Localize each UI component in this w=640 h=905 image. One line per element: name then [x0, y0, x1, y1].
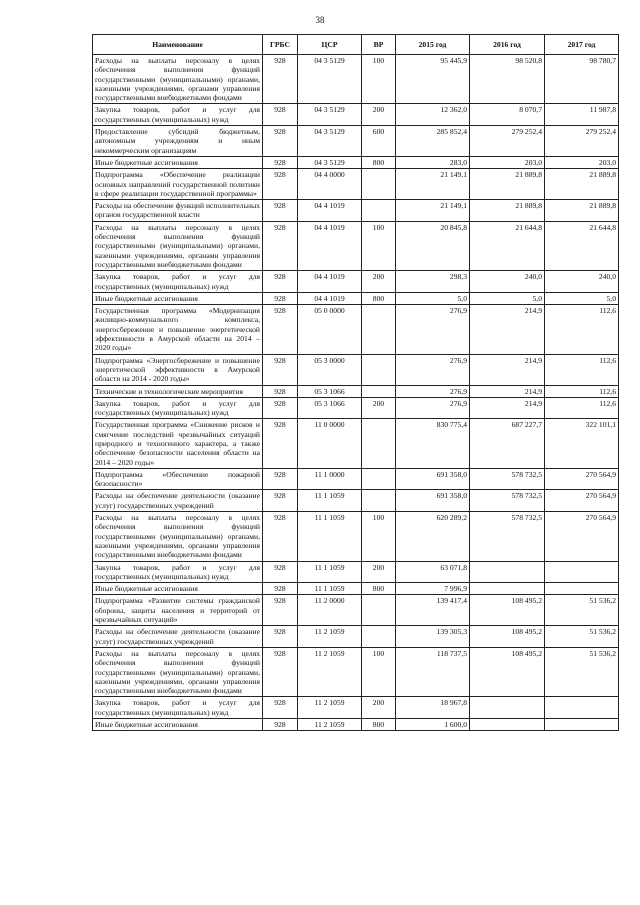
header-csr: ЦСР: [298, 35, 362, 55]
row-2016: 214,9: [470, 397, 545, 419]
table-row: [93, 305, 619, 354]
header-2017: 2017 год: [545, 35, 619, 55]
row-vr: 800: [362, 156, 396, 168]
row-2015: 283,0: [396, 156, 470, 168]
row-2016: 578 732,5: [470, 490, 545, 512]
row-csr: 04 3 5129: [298, 104, 362, 126]
row-vr: 200: [362, 561, 396, 583]
row-2017: [545, 719, 619, 731]
row-csr: 04 4 0000: [298, 169, 362, 200]
row-csr: 05 3 1066: [298, 385, 362, 397]
row-vr: [362, 595, 396, 626]
row-2017: 322 101,1: [545, 419, 619, 468]
row-vr: 100: [362, 647, 396, 696]
row-2017: [545, 561, 619, 583]
row-name: Иные бюджетные ассигнования: [93, 156, 263, 168]
table-row: [93, 397, 619, 419]
row-csr: 04 3 5129: [298, 126, 362, 157]
row-csr: 11 1 1059: [298, 490, 362, 512]
row-csr: 11 1 1059: [298, 512, 362, 561]
row-name: Закупка товаров, работ и услуг для государственных (муниципальных) нужд: [93, 697, 263, 719]
table-row: [93, 468, 619, 490]
row-vr: [362, 468, 396, 490]
row-2016: 578 732,5: [470, 468, 545, 490]
table-header-row: [93, 35, 619, 55]
row-2016: 108 495,2: [470, 647, 545, 696]
row-2015: 21 149,1: [396, 200, 470, 222]
header-vr: ВР: [362, 35, 396, 55]
row-grbs: 928: [263, 221, 298, 270]
table-row: [93, 490, 619, 512]
row-2017: 21 644,8: [545, 221, 619, 270]
row-2016: 21 889,8: [470, 169, 545, 200]
row-name: Государственная программа «Снижение рисков и смягчение последствий чрезвычайных ситуаций природного и техногенного характера, а также обеспечение безопасности населения области на 2014 – 2020 годы»: [93, 419, 263, 468]
row-2017: 112,6: [545, 397, 619, 419]
row-2016: 687 227,7: [470, 419, 545, 468]
row-vr: [362, 490, 396, 512]
table-row: [93, 697, 619, 719]
row-2017: [545, 583, 619, 595]
row-grbs: 928: [263, 647, 298, 696]
row-grbs: 928: [263, 490, 298, 512]
row-2017: 21 889,8: [545, 200, 619, 222]
row-2017: 203,0: [545, 156, 619, 168]
row-2016: 98 520,8: [470, 55, 545, 104]
row-grbs: 928: [263, 354, 298, 385]
row-grbs: 928: [263, 200, 298, 222]
row-vr: [362, 419, 396, 468]
row-2016: 108 495,2: [470, 626, 545, 648]
row-name: Государственная программа «Модернизация жилищно-коммунального комплекса, энергосбережение и повышение энергетической эффективности в Амурской области на 2014 – 2020 годы»: [93, 305, 263, 354]
row-2017: 270 564,9: [545, 490, 619, 512]
row-vr: [362, 305, 396, 354]
row-2016: [470, 583, 545, 595]
row-csr: 05 3 1066: [298, 397, 362, 419]
row-2015: 5,0: [396, 292, 470, 304]
row-csr: 05 3 0000: [298, 354, 362, 385]
row-2017: 11 987,8: [545, 104, 619, 126]
row-csr: 04 4 1019: [298, 221, 362, 270]
row-2016: 203,0: [470, 156, 545, 168]
row-grbs: 928: [263, 104, 298, 126]
row-2016: 214,9: [470, 354, 545, 385]
row-name: Расходы на обеспечение деятельности (оказание услуг) государственных учреждений: [93, 490, 263, 512]
row-vr: 800: [362, 292, 396, 304]
row-vr: 800: [362, 583, 396, 595]
row-2017: 112,6: [545, 354, 619, 385]
row-csr: 11 2 1059: [298, 647, 362, 696]
row-csr: 04 4 1019: [298, 292, 362, 304]
row-2016: 21 644,8: [470, 221, 545, 270]
row-grbs: 928: [263, 305, 298, 354]
row-csr: 11 2 1059: [298, 719, 362, 731]
row-vr: 100: [362, 221, 396, 270]
row-name: Технические и технологические мероприятия: [93, 385, 263, 397]
row-2016: 578 732,5: [470, 512, 545, 561]
row-2015: 285 852,4: [396, 126, 470, 157]
table-row: [93, 595, 619, 626]
row-name: Расходы на выплаты персоналу в целях обеспечения выполнения функций государственными (муниципальными) органами, казенными учреждениями, органами управления государственными внебюджетными фондами: [93, 647, 263, 696]
row-vr: 100: [362, 55, 396, 104]
row-2015: 830 775,4: [396, 419, 470, 468]
table-row: [93, 385, 619, 397]
row-csr: 11 2 1059: [298, 697, 362, 719]
row-vr: 200: [362, 397, 396, 419]
budget-table: [92, 34, 619, 731]
row-csr: 04 3 5129: [298, 156, 362, 168]
row-grbs: 928: [263, 512, 298, 561]
row-grbs: 928: [263, 55, 298, 104]
row-vr: 200: [362, 104, 396, 126]
row-name: Расходы на обеспечение деятельности (оказание услуг) государственных учреждений: [93, 626, 263, 648]
row-name: Закупка товаров, работ и услуг для государственных (муниципальных) нужд: [93, 271, 263, 293]
table-row: [93, 156, 619, 168]
row-2016: [470, 697, 545, 719]
row-csr: 05 0 0000: [298, 305, 362, 354]
row-2016: [470, 561, 545, 583]
row-2015: 691 358,0: [396, 468, 470, 490]
row-2015: 1 600,0: [396, 719, 470, 731]
row-name: Подпрограмма «Энергосбережение и повышение энергетической эффективности в Амурской области на 2014 - 2020 годы»: [93, 354, 263, 385]
row-grbs: 928: [263, 697, 298, 719]
row-2017: 51 536,2: [545, 626, 619, 648]
row-2016: 108 495,2: [470, 595, 545, 626]
table-row: [93, 647, 619, 696]
table-row: [93, 419, 619, 468]
row-name: Подпрограмма «Развитие системы гражданской обороны, защиты населения и территорий от чрезвычайных ситуаций»: [93, 595, 263, 626]
row-2017: 270 564,9: [545, 468, 619, 490]
row-csr: 11 0 0000: [298, 419, 362, 468]
table-row: [93, 200, 619, 222]
row-vr: 200: [362, 697, 396, 719]
row-name: Расходы на выплаты персоналу в целях обеспечения выполнения функций государственными (муниципальными) органами, казенными учреждениями, органами управления государственными внебюджетными фондами: [93, 55, 263, 104]
row-grbs: 928: [263, 595, 298, 626]
row-vr: [362, 354, 396, 385]
row-2015: 21 149,1: [396, 169, 470, 200]
row-name: Закупка товаров, работ и услуг для государственных (муниципальных) нужд: [93, 397, 263, 419]
row-2017: 112,6: [545, 305, 619, 354]
row-2015: 18 967,8: [396, 697, 470, 719]
row-name: Подпрограмма «Обеспечение пожарной безопасности»: [93, 468, 263, 490]
row-vr: 600: [362, 126, 396, 157]
table-row: [93, 719, 619, 731]
row-vr: [362, 200, 396, 222]
row-grbs: 928: [263, 271, 298, 293]
table-row: [93, 583, 619, 595]
row-2015: 691 358,0: [396, 490, 470, 512]
row-name: Закупка товаров, работ и услуг для государственных (муниципальных) нужд: [93, 561, 263, 583]
row-2015: 276,9: [396, 397, 470, 419]
table-row: [93, 626, 619, 648]
row-vr: 800: [362, 719, 396, 731]
header-2015: 2015 год: [396, 35, 470, 55]
row-name: Иные бюджетные ассигнования: [93, 583, 263, 595]
row-2015: 298,3: [396, 271, 470, 293]
row-name: Иные бюджетные ассигнования: [93, 292, 263, 304]
table-row: [93, 169, 619, 200]
row-csr: 11 1 1059: [298, 583, 362, 595]
row-grbs: 928: [263, 468, 298, 490]
row-2017: 240,0: [545, 271, 619, 293]
row-2017: [545, 697, 619, 719]
row-2015: 63 071,8: [396, 561, 470, 583]
row-csr: 04 3 5129: [298, 55, 362, 104]
row-grbs: 928: [263, 169, 298, 200]
row-grbs: 928: [263, 626, 298, 648]
table-row: [93, 271, 619, 293]
row-csr: 04 4 1019: [298, 271, 362, 293]
table-row: [93, 221, 619, 270]
row-grbs: 928: [263, 397, 298, 419]
table-row: [93, 104, 619, 126]
row-csr: 11 2 1059: [298, 626, 362, 648]
row-2015: 276,9: [396, 305, 470, 354]
row-name: Предоставление субсидий бюджетным, автономным учреждениям и иным некоммерческим организациям: [93, 126, 263, 157]
row-csr: 11 1 0000: [298, 468, 362, 490]
row-2015: 139 305,3: [396, 626, 470, 648]
row-name: Закупка товаров, работ и услуг для государственных (муниципальных) нужд: [93, 104, 263, 126]
row-vr: [362, 385, 396, 397]
header-2016: 2016 год: [470, 35, 545, 55]
row-grbs: 928: [263, 561, 298, 583]
row-2015: 7 996,9: [396, 583, 470, 595]
row-2017: 98 780,7: [545, 55, 619, 104]
row-2016: 214,9: [470, 385, 545, 397]
row-2016: 240,0: [470, 271, 545, 293]
row-grbs: 928: [263, 156, 298, 168]
row-2017: 5,0: [545, 292, 619, 304]
table-row: [93, 126, 619, 157]
row-csr: 11 2 0000: [298, 595, 362, 626]
row-2015: 276,9: [396, 385, 470, 397]
row-grbs: 928: [263, 126, 298, 157]
row-2015: 20 845,8: [396, 221, 470, 270]
table-row: [93, 561, 619, 583]
row-vr: 100: [362, 512, 396, 561]
row-name: Расходы на выплаты персоналу в целях обеспечения выполнения функций государственными (муниципальными) органами, казенными учреждениями, органами управления государственными внебюджетными фондами: [93, 221, 263, 270]
table-row: [93, 55, 619, 104]
table-row: [93, 354, 619, 385]
row-2016: [470, 719, 545, 731]
header-name: Наименование: [93, 35, 263, 55]
row-grbs: 928: [263, 292, 298, 304]
row-grbs: 928: [263, 419, 298, 468]
row-2015: 276,9: [396, 354, 470, 385]
row-name: Иные бюджетные ассигнования: [93, 719, 263, 731]
row-2016: 214,9: [470, 305, 545, 354]
row-2017: 270 564,9: [545, 512, 619, 561]
row-csr: 04 4 1019: [298, 200, 362, 222]
row-vr: [362, 169, 396, 200]
row-2015: 620 289,2: [396, 512, 470, 561]
row-2015: 12 362,0: [396, 104, 470, 126]
row-name: Расходы на обеспечение функций исполнительных органов государственной власти: [93, 200, 263, 222]
header-grbs: ГРБС: [263, 35, 298, 55]
row-grbs: 928: [263, 719, 298, 731]
row-2017: 279 252,4: [545, 126, 619, 157]
row-2016: 8 070,7: [470, 104, 545, 126]
row-2017: 51 536,2: [545, 647, 619, 696]
row-name: Подпрограмма «Обеспечение реализации основных направлений государственной политики в сфере реализации государственной программы»: [93, 169, 263, 200]
row-2015: 118 737,5: [396, 647, 470, 696]
row-2017: 21 889,8: [545, 169, 619, 200]
table-row: [93, 512, 619, 561]
row-name: Расходы на выплаты персоналу в целях обеспечения выполнения функций государственными (муниципальными) органами, казенными учреждениями, органами управления государственными внебюджетными фондами: [93, 512, 263, 561]
row-grbs: 928: [263, 583, 298, 595]
row-2016: 5,0: [470, 292, 545, 304]
row-vr: 200: [362, 271, 396, 293]
page-number: 38: [315, 15, 325, 25]
row-csr: 11 1 1059: [298, 561, 362, 583]
table-row: [93, 292, 619, 304]
row-2016: 21 889,8: [470, 200, 545, 222]
row-2016: 279 252,4: [470, 126, 545, 157]
row-2015: 139 417,4: [396, 595, 470, 626]
row-2017: 112,6: [545, 385, 619, 397]
row-vr: [362, 626, 396, 648]
row-2017: 51 536,2: [545, 595, 619, 626]
row-2015: 95 445,9: [396, 55, 470, 104]
row-grbs: 928: [263, 385, 298, 397]
